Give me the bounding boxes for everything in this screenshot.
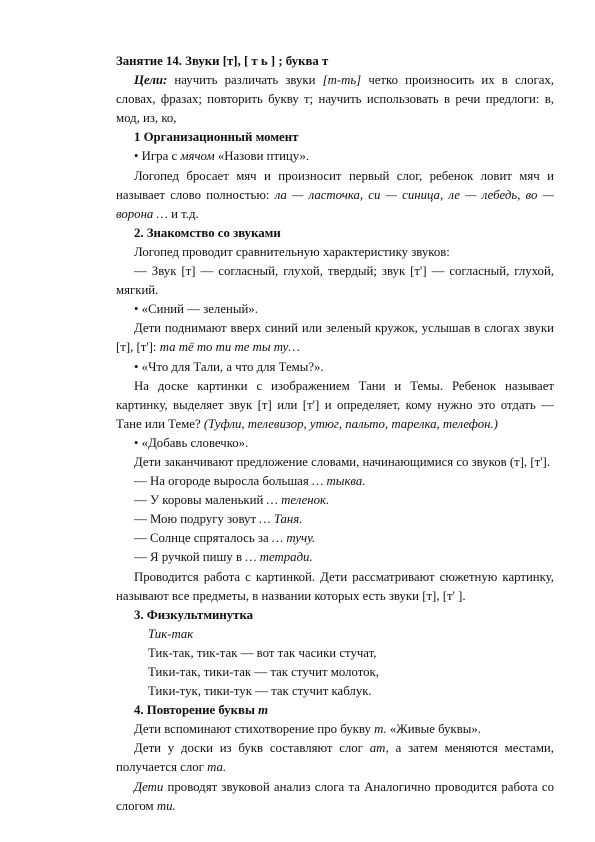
section-4-heading: 4. Повторение буквы т xyxy=(134,703,269,718)
goal-label: Цели: xyxy=(134,73,168,88)
goal-sounds: [т-ть] xyxy=(322,73,362,88)
poem-line: Тики-так, тики-так — так стучит молоток, xyxy=(148,665,379,679)
poem-line: Тик-так, тик-так — вот так часики стучат, xyxy=(148,645,377,660)
section-4-paragraph-2: Дети у доски из букв составляют слог ат, а затем меняются местами, получается слог та. xyxy=(116,741,554,775)
picture-list: (Туфли, телевизор, утюг, пальто, тарелка, телефон.) xyxy=(203,416,498,431)
syllable-list: та тё то ти те ты ту… xyxy=(159,340,300,355)
game-name-add-word: • «Добавь словечко». xyxy=(134,435,249,450)
lesson-content xyxy=(116,52,554,816)
blue-green-description: Дети поднимают вверх синий или зеленый кружок, услышав в слогах звуки [т], [т']: та тё то ти те ты ту… xyxy=(116,321,554,355)
picture-work-paragraph: Проводится работа с картинкой. Дети рассматривают сюжетную картинку, называют все предметы, в названии которых есть звуки [т], [т' ]. xyxy=(116,569,554,603)
poem-line: Тики-тук, тики-тук — так стучит каблук. xyxy=(148,684,372,699)
section-2-intro: Логопед проводит сравнительную характеристику звуков: xyxy=(134,244,450,259)
tanya-tema-description: На доске картинки с изображением Тани и Темы. Ребенок называет картинку, выделяет звук [т] или [т'] и определяет, кому нужно это отдать — Тане или Теме? (Туфли, телевизор, утюг, пальто, тарелка, телефон.) xyxy=(116,378,554,431)
game-name-tanya-tema: • «Что для Тали, а что для Темы?». xyxy=(134,359,324,374)
section-2-heading: 2. Знакомство со звуками xyxy=(134,225,281,240)
section-4-paragraph-3: Дети проводят звуковой анализ слога та Аналогично проводится работа со слогом ти. xyxy=(116,779,554,813)
add-word-description: Дети заканчивают предложение словами, начинающимися со звуков (т], [т']. xyxy=(134,454,551,469)
sentence-item: — У коровы маленький … теленок. xyxy=(134,493,330,508)
section-1-paragraph: Логопед бросает мяч и произносит первый слог, ребенок ловит мяч и называет слово полностью: ла — ласточка, си — синица, ле — лебедь, во — ворона … и т.д. xyxy=(116,168,554,221)
sound-characteristics: — Звук [т] — согласный, глухой, твердый; звук [т'] — согласный, глухой, мягкий. xyxy=(116,264,554,298)
section-3-heading: 3. Физкультминутка xyxy=(134,607,254,622)
section-4-paragraph-1: Дети вспоминают стихотворение про букву т. «Живые буквы». xyxy=(134,722,481,737)
sentence-item: — Мою подругу зовут … Таня. xyxy=(134,512,303,527)
sentence-item: — Солнце спряталось за … тучу. xyxy=(134,531,316,546)
poem-title: Тик-так xyxy=(148,626,194,641)
lesson-title: Занятие 14. Звуки [т], [ т ь ] ; буква т xyxy=(116,54,329,68)
game-name-ball: • Игра с мячом «Назови птицу». xyxy=(134,149,310,164)
poem xyxy=(116,625,554,701)
section-1-heading: 1 Организационный момент xyxy=(134,130,299,145)
sentence-item: — Я ручкой пишу в … тетради. xyxy=(134,550,313,565)
syllable-examples: ла — ласточка, си — синица, ле — лебедь, во — ворона … xyxy=(116,187,554,221)
sentence-item: — На огороде выросла большая … тыква. xyxy=(134,474,366,489)
game-name-blue-green: • «Синий — зеленый». xyxy=(134,302,258,317)
lesson-goal: Цели: научить различать звуки [т-ть] четко произносить их в слогах, словах, фразах; повторить букву т; научить использовать в речи предлоги: в, мод, из, ко, xyxy=(116,73,554,126)
